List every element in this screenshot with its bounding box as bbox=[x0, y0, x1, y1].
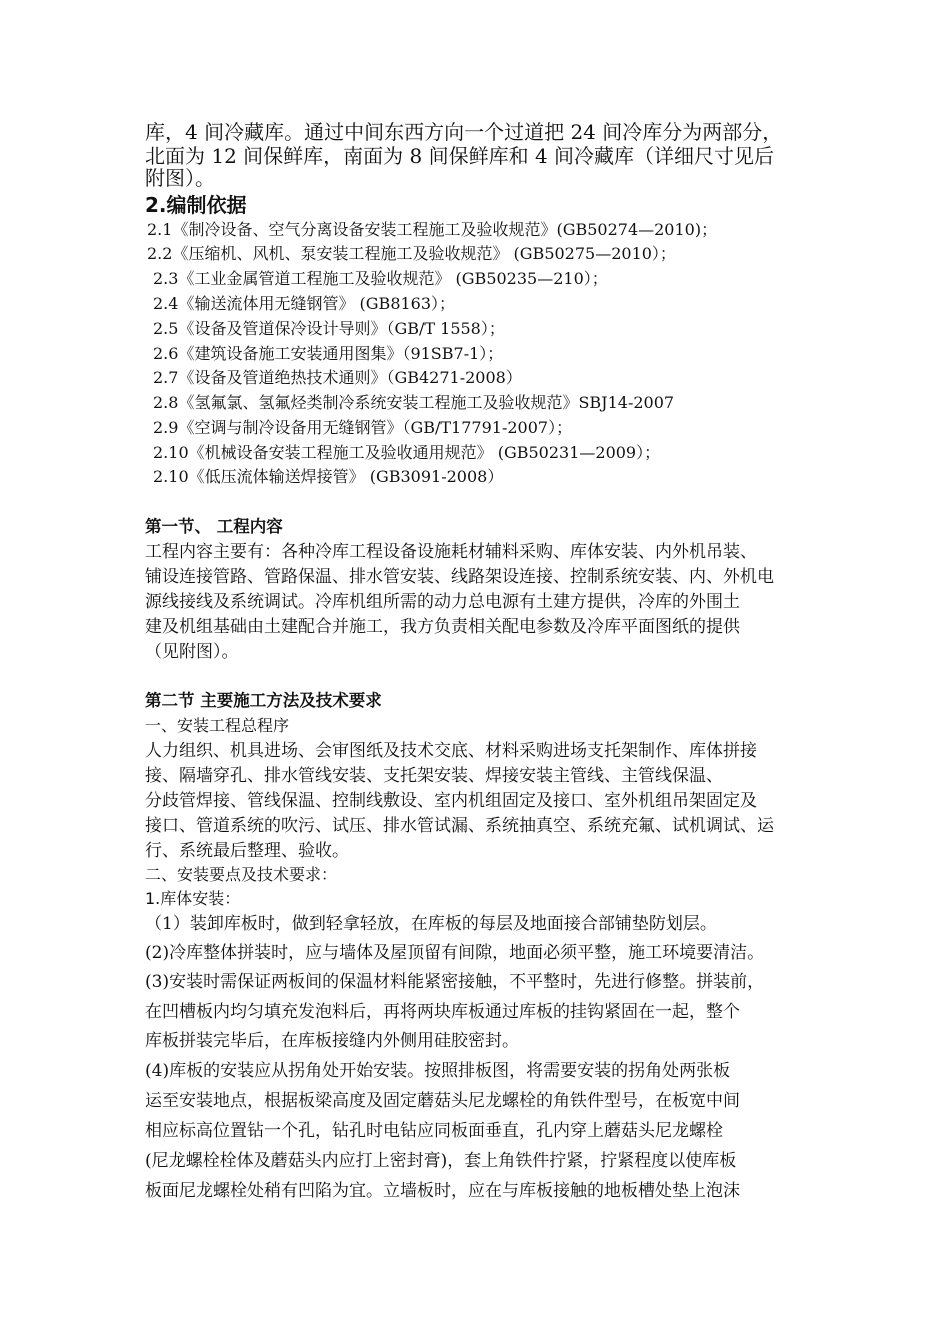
install-point-line: （1）装卸库板时，做到轻拿轻放，在库板的每层及地面接合部铺垫防划层。 bbox=[145, 914, 717, 934]
section1-heading: 第一节、 工程内容 bbox=[145, 517, 283, 536]
reference-item: 2.9《空调与制冷设备用无缝钢管》（GB/T17791-2007）； bbox=[153, 418, 573, 437]
reference-item: 2.2《压缩机、风机、泵安装工程施工及验收规范》 (GB50275—2010）； bbox=[147, 244, 676, 263]
intro-line: 库，4 间冷藏库。通过中间东西方向一个过道把 24 间冷库分为两部分， bbox=[145, 120, 783, 144]
install-point-line: (尼龙螺栓栓体及蘑菇头内应打上密封膏)，套上角铁件拧紧，拧紧程度以使库板 bbox=[145, 1151, 737, 1171]
reference-item: 2.6《建筑设备施工安装通用图集》（91SB7-1）； bbox=[153, 344, 504, 363]
reference-item: 2.10《低压流体输送焊接管》 (GB3091-2008） bbox=[153, 467, 504, 486]
reference-item: 2.8《氢氟氯、氢氟烃类制冷系统安装工程施工及验收规范》SBJ14-2007 bbox=[153, 393, 675, 412]
basis-heading: 2.编制依据 bbox=[145, 193, 247, 217]
procedure-line: 分歧管焊接、管线保温、控制线敷设、室内机组固定及接口、室外机组吊架固定及 bbox=[145, 791, 757, 811]
reference-item: 2.1《制冷设备、空气分离设备安装工程施工及验收规范》(GB50274—2010)； bbox=[147, 220, 718, 239]
procedure-line: 人力组织、机具进场、会审图纸及技术交底、材料采购进场支托架制作、库体拼接 bbox=[145, 741, 757, 761]
intro-line: 附图）。 bbox=[145, 166, 215, 190]
procedure-line: 接、隔墙穿孔、排水管线安装、支托架安装、焊接安装主管线、主管线保温、 bbox=[145, 766, 723, 786]
section1-line: 源线接线及系统调试。冷库机组所需的动力总电源有土建方提供，冷库的外围土 bbox=[145, 592, 740, 612]
section1-line: 建及机组基础由土建配合并施工，我方负责相关配电参数及冷库平面图纸的提供 bbox=[145, 617, 740, 637]
reference-item: 2.5《设备及管道保冷设计导则》（GB/T 1558）； bbox=[153, 319, 505, 338]
procedure-line: 接口、管道系统的吹污、试压、排水管试漏、系统抽真空、系统充氟、试机调试、运 bbox=[145, 816, 774, 836]
install-point-line: (3)安装时需保证两板间的保温材料能紧密接触，不平整时，先进行修整。拼装前， bbox=[145, 972, 765, 992]
install-point-line: 相应标高位置钻一个孔，钻孔时电钻应同板面垂直，孔内穿上蘑菇头尼龙螺栓 bbox=[145, 1121, 723, 1141]
install-item-heading: 1.库体安装： bbox=[145, 889, 241, 908]
section1-line: 铺设连接管路、管路保温、排水管安装、线路架设连接、控制系统安装、内、外机电 bbox=[145, 567, 774, 587]
reference-item: 2.4《输送流体用无缝钢管》 (GB8163）； bbox=[153, 294, 456, 313]
install-point-line: (4)库板的安装应从拐角处开始安装。按照排板图，将需要安装的拐角处两张板 bbox=[145, 1061, 731, 1081]
section1-line: （见附图）。 bbox=[145, 642, 239, 662]
procedure-line: 行、系统最后整理、验收。 bbox=[145, 841, 349, 861]
section2-subheading: 二、安装要点及技术要求： bbox=[145, 865, 338, 884]
install-point-line: 库板拼装完毕后，在库板接缝内外侧用硅胶密封。 bbox=[145, 1031, 519, 1051]
reference-item: 2.7《设备及管道绝热技术通则》（GB4271-2008） bbox=[153, 368, 522, 387]
install-point-line: 运至安装地点，根据板梁高度及固定蘑菇头尼龙螺栓的角铁件型号，在板宽中间 bbox=[145, 1091, 740, 1111]
reference-item: 2.3《工业金属管道工程施工及验收规范》 (GB50235—210）； bbox=[153, 269, 608, 288]
install-point-line: 板面尼龙螺栓处稍有凹陷为宜。立墙板时，应在与库板接触的地板槽处垫上泡沫 bbox=[145, 1181, 740, 1201]
install-point-line: 在凹槽板内均匀填充发泡料后，再将两块库板通过库板的挂钩紧固在一起，整个 bbox=[145, 1002, 740, 1022]
install-point-line: (2)冷库整体拼装时，应与墙体及屋顶留有间隙，地面必须平整，施工环境要清洁。 bbox=[145, 943, 765, 963]
intro-line: 北面为 12 间保鲜库，南面为 8 间保鲜库和 4 间冷藏库（详细尺寸见后 bbox=[145, 144, 775, 168]
section2-heading: 第二节 主要施工方法及技术要求 bbox=[145, 691, 382, 710]
reference-item: 2.10《机械设备安装工程施工及验收通用规范》 (GB50231—2009）； bbox=[153, 443, 661, 462]
section2-subheading: 一、安装工程总程序 bbox=[145, 716, 290, 735]
section1-line: 工程内容主要有：各种冷库工程设备设施耗材辅料采购、库体安装、内外机吊装、 bbox=[145, 542, 757, 562]
